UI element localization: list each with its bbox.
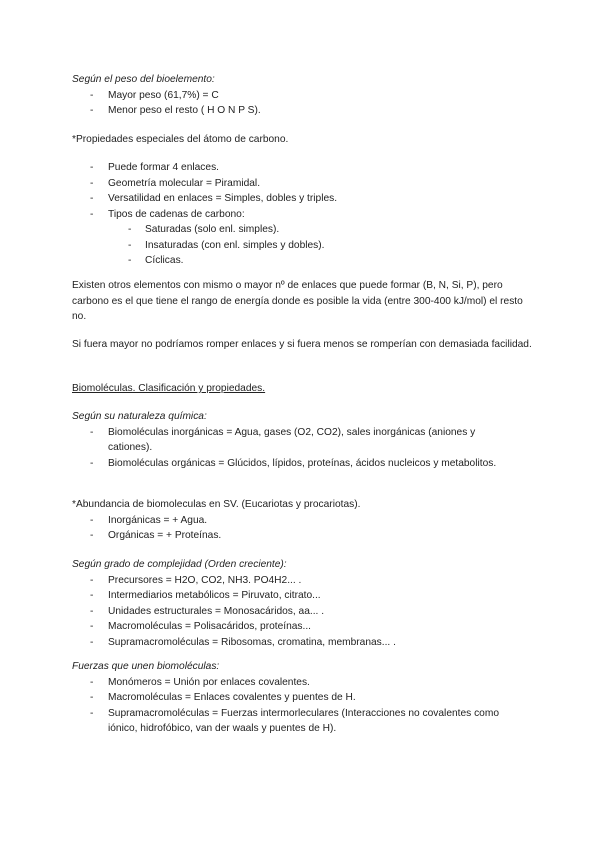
bullet-dash: -	[90, 457, 94, 469]
list-naturaleza	[72, 425, 532, 472]
bullet-dash: -	[90, 208, 94, 220]
bullet-dash: -	[90, 590, 94, 601]
bullet-dash: -	[128, 224, 132, 235]
bullet-dash: -	[90, 707, 94, 719]
sub-list-item: - Saturadas (solo enl. simples).	[72, 222, 532, 238]
heading-carbono: *Propiedades especiales del átomo de carbono.	[72, 134, 289, 145]
section-complejidad	[72, 557, 532, 650]
list-carbono	[72, 160, 532, 269]
bullet-dash: -	[90, 621, 94, 632]
bullet-dash: -	[90, 105, 94, 116]
list-item: - Biomoléculas orgánicas = Glúcidos, lípidos, proteínas, ácidos nucleicos y metabolitos.	[72, 456, 532, 472]
bullet-dash: -	[90, 636, 94, 648]
list-item: - Tipos de cadenas de carbono:	[72, 207, 532, 223]
list-item: - Precursores = H2O, CO2, NH3. PO4H2... .	[72, 573, 532, 589]
list-item: - Supramacromoléculas = Ribosomas, cromatina, membranas... .	[72, 635, 532, 651]
list-item: - Mayor peso (61,7%) = C	[72, 88, 532, 104]
bullet-dash: -	[90, 514, 94, 526]
paragraph-energia: Si fuera mayor no podríamos romper enlaces y si fuera menos se romperían con demasiada facilidad.	[72, 339, 532, 350]
section-naturaleza	[72, 409, 532, 471]
bullet-dash: -	[90, 574, 94, 586]
list-abundancia	[72, 513, 532, 544]
list-item: - Puede formar 4 enlaces.	[72, 160, 532, 176]
section-abundancia	[72, 497, 532, 544]
bullet-dash: -	[90, 177, 94, 189]
bullet-dash: -	[90, 530, 94, 541]
heading-naturaleza: Según su naturaleza química:	[72, 411, 207, 422]
list-item: - Geometría molecular = Piramidal.	[72, 176, 532, 192]
bullet-dash: -	[90, 692, 94, 703]
bullet-dash: -	[90, 676, 94, 688]
bullet-dash: -	[128, 239, 132, 251]
bullet-dash: -	[90, 605, 94, 617]
heading-abundancia: *Abundancia de biomoleculas en SV. (Eucariotas y procariotas).	[72, 499, 361, 510]
list-item: - Versatilidad en enlaces = Simples, dobles y triples.	[72, 191, 532, 207]
heading-fuerzas: Fuerzas que unen biomoléculas:	[72, 661, 220, 672]
sub-list-item: - Insaturadas (con enl. simples y dobles).	[72, 238, 532, 254]
heading-complejidad: Según grado de complejidad (Orden creciente):	[72, 559, 287, 570]
list-fuerzas	[72, 675, 532, 737]
list-item: - Biomoléculas inorgánicas = Agua, gases (O2, CO2), sales inorgánicas (aniones y cationes).	[90, 426, 476, 453]
list-item: - Menor peso el resto ( H O N P S).	[72, 103, 532, 119]
list-item: - Supramacromoléculas = Fuerzas intermorleculares (Interacciones no covalentes como iónico, hidrofóbico, van der waals y puentes de H).	[90, 707, 499, 734]
section-title: Biomoléculas. Clasificación y propiedades.	[72, 383, 266, 394]
list-item: - Macromoléculas = Enlaces covalentes y puentes de H.	[72, 690, 532, 706]
paragraph-elementos: Existen otros elementos con mismo o mayor nº de enlaces que puede formar (B, N, Si, P), pero carbono es el que tiene el rango de energía donde es posible la vida (entre 300-400 kJ/mol) el resto no.	[72, 280, 523, 322]
list-complejidad	[72, 573, 532, 651]
heading-peso: Según el peso del bioelemento:	[72, 74, 215, 85]
list-item: - Macromoléculas = Polisacáridos, proteínas...	[72, 619, 532, 635]
list-peso	[72, 88, 532, 119]
bullet-dash: -	[90, 162, 94, 173]
list-item: - Monómeros = Unión por enlaces covalentes.	[72, 675, 532, 691]
list-item: - Unidades estructurales = Monosacáridos, aa... .	[72, 604, 532, 620]
bullet-dash: -	[90, 89, 94, 101]
bullet-dash: -	[128, 255, 132, 266]
list-carbono-block	[72, 160, 532, 269]
section-carbono	[72, 132, 532, 148]
sub-list-item: - Cíclicas.	[72, 253, 532, 269]
list-item: - Orgánicas = + Proteínas.	[72, 528, 532, 544]
list-item: - Intermediarios metabólicos = Piruvato, citrato...	[72, 588, 532, 604]
section-peso	[72, 72, 532, 119]
list-item: - Inorgánicas = + Agua.	[72, 513, 532, 529]
section-fuerzas	[72, 659, 532, 737]
bullet-dash: -	[90, 426, 94, 438]
bullet-dash: -	[90, 193, 94, 204]
